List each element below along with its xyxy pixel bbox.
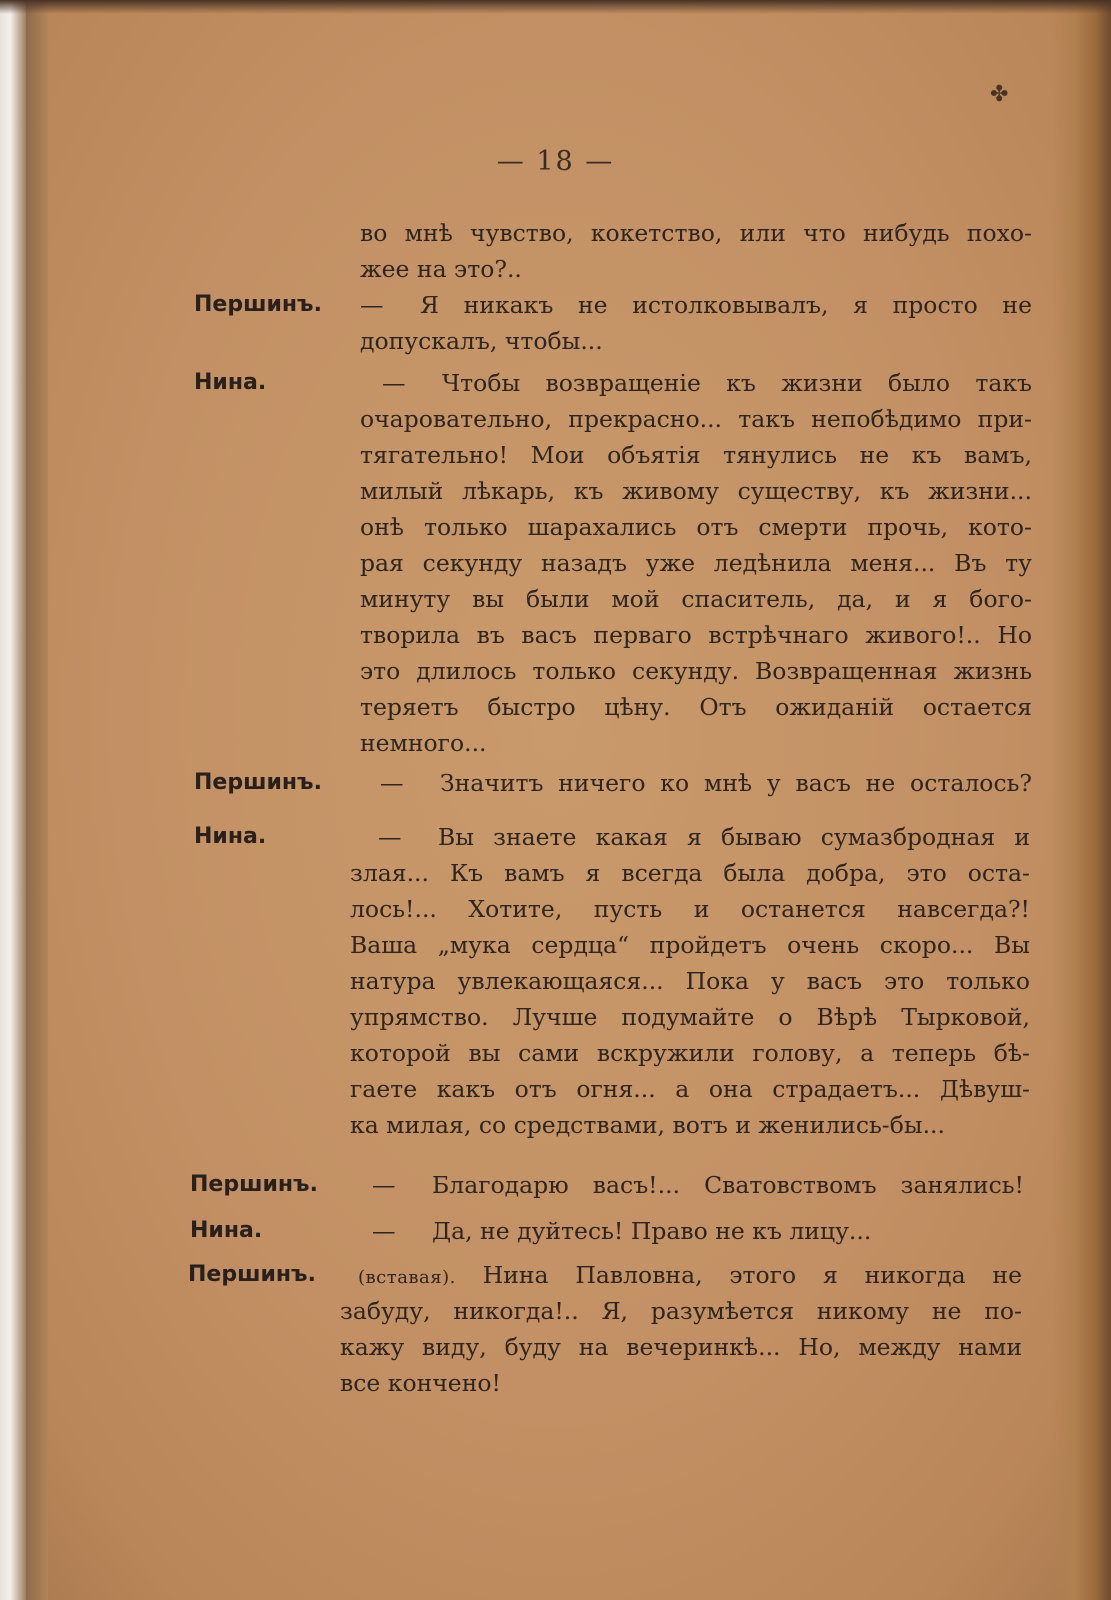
dialogue-dash: — <box>378 823 402 851</box>
dialogue-dash: — <box>380 769 404 797</box>
text-line: тягательно! Мои объятія тянулись не къ вамъ, <box>360 441 1032 469</box>
text-line: все кончено! <box>340 1369 501 1397</box>
text-line <box>382 368 1032 398</box>
text-line: рая секунду назадъ уже ледѣнила меня... Въ ту <box>360 549 1032 577</box>
text-line: теряетъ быстро цѣну. Отъ ожиданій остается <box>360 693 1032 721</box>
text-line: кажу виду, буду на вечеринкѣ... Но, между нами <box>340 1333 1022 1361</box>
text-line: минуту вы были мой спаситель, да, и я бого- <box>360 585 1032 613</box>
speaker-label: Першинъ. <box>190 1172 318 1197</box>
text-line: злая... Къ вамъ я всегда была добра, это оста- <box>350 859 1030 887</box>
text-line: немного... <box>360 729 487 757</box>
line-text: Нина Павловна, этого я никогда не <box>482 1261 1022 1289</box>
line-text: Чтобы возвращеніе къ жизни было такъ <box>442 369 1032 397</box>
line-text: Я никакъ не истолковывалъ, я просто не <box>420 291 1032 319</box>
text-line: ка милая, со средствами, вотъ и женились-бы... <box>350 1111 945 1139</box>
text-line: Ваша „мука сердца“ пройдетъ очень скоро... Вы <box>350 931 1030 959</box>
text-line: это длилось только секунду. Возвращенная жизнь <box>360 657 1032 685</box>
text-line: очаровательно, прекрасно... такъ непобѣдимо при- <box>360 405 1032 433</box>
speaker-label: Нина. <box>194 370 267 395</box>
text-line: допускалъ, чтобы... <box>360 327 603 355</box>
text-line: жее на это?.. <box>360 255 522 283</box>
text-line: натура увлекающаяся... Пока у васъ это только <box>350 967 1030 995</box>
dialogue-dash: — <box>372 1171 396 1199</box>
text-line <box>380 768 1032 798</box>
speaker-label: Нина. <box>190 1218 263 1243</box>
line-text: Значитъ ничего ко мнѣ у васъ не осталось? <box>440 769 1032 797</box>
text-line: лось!... Хотите, пусть и останется навсегда?! <box>350 895 1030 923</box>
dialogue-dash: — <box>372 1217 396 1245</box>
dialogue-dash: — <box>382 369 406 397</box>
text-line <box>360 290 1032 320</box>
ink-mark-icon: ✤ <box>990 82 1009 107</box>
text-line <box>372 1216 1024 1246</box>
line-text: Вы знаете какая я бываю сумазбродная и <box>438 823 1030 851</box>
text-line: гаете какъ отъ огня... а она страдаетъ... Дѣвуш- <box>350 1075 1030 1103</box>
dialogue-dash: — <box>360 291 384 319</box>
line-text: Благодарю васъ!... Сватовствомъ занялись! <box>432 1171 1024 1199</box>
text-line: милый лѣкарь, къ живому существу, къ жизни... <box>360 477 1032 505</box>
text-line: во мнѣ чувство, кокетство, или что нибудь похо- <box>360 219 1032 247</box>
page-number: — 18 — <box>496 146 615 177</box>
text-line: упрямство. Лучше подумайте о Вѣрѣ Тырковой, <box>350 1003 1030 1031</box>
stage-direction: (вставая). <box>358 1267 456 1288</box>
line-text: Да, не дуйтесь! Право не къ лицу... <box>432 1217 872 1245</box>
speaker-label: Нина. <box>194 824 267 849</box>
text-line: онѣ только шарахались отъ смерти прочь, кото- <box>360 513 1032 541</box>
text-line: забуду, никогда!.. Я, разумѣется никому не по- <box>340 1297 1022 1325</box>
text-line <box>372 1170 1024 1200</box>
speaker-label: Першинъ. <box>194 292 322 317</box>
text-line: творила въ васъ перваго встрѣчнаго живого!.. Но <box>360 621 1032 649</box>
text-line <box>378 822 1030 852</box>
speaker-label: Першинъ. <box>194 770 322 795</box>
speaker-label: Першинъ. <box>188 1262 316 1287</box>
text-line <box>358 1260 1022 1290</box>
text-line: которой вы сами вскружили голову, а теперь бѣ- <box>350 1039 1030 1067</box>
